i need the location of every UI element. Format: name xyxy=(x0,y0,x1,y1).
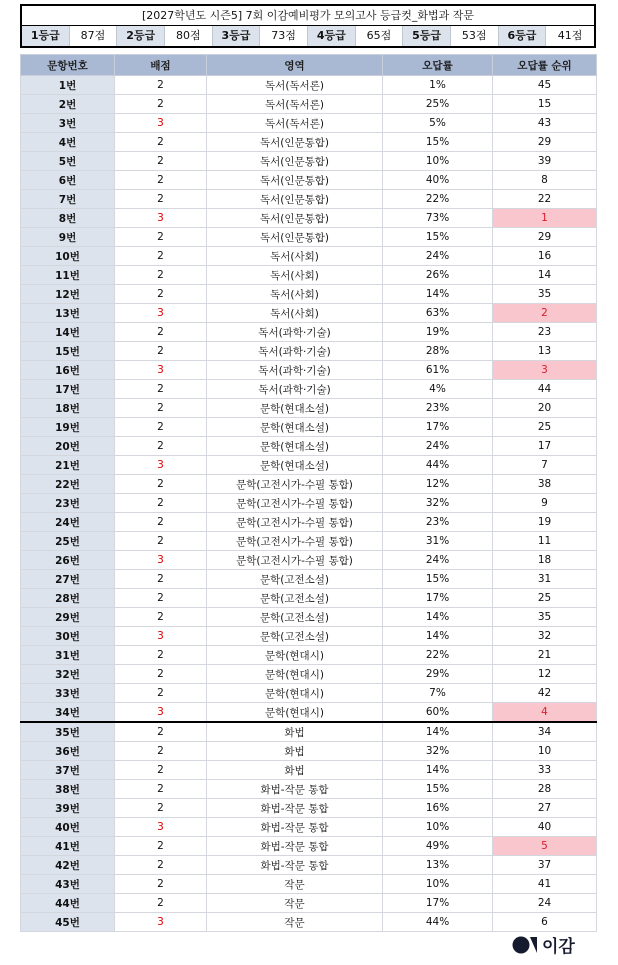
points-cell: 2 xyxy=(115,570,207,589)
table-row xyxy=(21,761,597,780)
question-number-cell: 18번 xyxy=(21,399,115,418)
question-number-cell: 7번 xyxy=(21,190,115,209)
error-rate-cell: 14% xyxy=(383,627,493,646)
error-rank-cell: 32 xyxy=(493,627,597,646)
error-rate-cell: 44% xyxy=(383,913,493,932)
table-row xyxy=(21,551,597,570)
area-cell: 화법-작문 통합 xyxy=(207,780,383,799)
table-row xyxy=(21,780,597,799)
error-rank-cell: 33 xyxy=(493,761,597,780)
area-cell: 독서(과학·기술) xyxy=(207,380,383,399)
question-number-cell: 34번 xyxy=(21,703,115,723)
error-rank-cell: 8 xyxy=(493,171,597,190)
question-number-cell: 43번 xyxy=(21,875,115,894)
points-cell: 2 xyxy=(115,228,207,247)
error-rate-cell: 22% xyxy=(383,646,493,665)
points-cell: 2 xyxy=(115,133,207,152)
error-rank-cell: 25 xyxy=(493,418,597,437)
points-cell: 2 xyxy=(115,799,207,818)
error-rank-cell: 24 xyxy=(493,894,597,913)
area-cell: 독서(독서론) xyxy=(207,114,383,133)
question-number-cell: 39번 xyxy=(21,799,115,818)
area-cell: 독서(사회) xyxy=(207,247,383,266)
table-row xyxy=(21,646,597,665)
error-rank-cell: 10 xyxy=(493,742,597,761)
question-number-cell: 25번 xyxy=(21,532,115,551)
table-row xyxy=(21,285,597,304)
table-row xyxy=(21,399,597,418)
points-cell: 2 xyxy=(115,722,207,742)
points-cell: 2 xyxy=(115,513,207,532)
points-cell: 3 xyxy=(115,209,207,228)
grade-score: 87점 xyxy=(70,26,118,46)
points-cell: 2 xyxy=(115,190,207,209)
area-cell: 독서(사회) xyxy=(207,285,383,304)
table-header-row xyxy=(21,55,597,76)
question-number-cell: 23번 xyxy=(21,494,115,513)
points-cell: 2 xyxy=(115,856,207,875)
points-cell: 2 xyxy=(115,837,207,856)
area-cell: 독서(인문통합) xyxy=(207,190,383,209)
grade-score: 73점 xyxy=(260,26,308,46)
question-number-cell: 3번 xyxy=(21,114,115,133)
error-rate-cell: 60% xyxy=(383,703,493,723)
points-cell: 2 xyxy=(115,646,207,665)
ogam-logo-icon xyxy=(512,935,538,955)
error-rank-cell: 41 xyxy=(493,875,597,894)
points-cell: 2 xyxy=(115,875,207,894)
grade-label: 4등급 xyxy=(308,26,356,46)
area-cell: 화법 xyxy=(207,742,383,761)
points-cell: 2 xyxy=(115,532,207,551)
error-rate-cell: 15% xyxy=(383,570,493,589)
error-rate-cell: 1% xyxy=(383,76,493,95)
grade-score: 53점 xyxy=(451,26,499,46)
points-cell: 2 xyxy=(115,608,207,627)
points-cell: 2 xyxy=(115,247,207,266)
table-body xyxy=(21,76,597,932)
table-row xyxy=(21,703,597,723)
area-cell: 문학(고전소설) xyxy=(207,589,383,608)
area-cell: 화법 xyxy=(207,761,383,780)
area-cell: 독서(인문통합) xyxy=(207,152,383,171)
question-number-cell: 44번 xyxy=(21,894,115,913)
column-header-points: 배점 xyxy=(115,55,207,76)
question-number-cell: 28번 xyxy=(21,589,115,608)
table-row xyxy=(21,818,597,837)
error-rank-cell: 39 xyxy=(493,152,597,171)
error-rate-cell: 73% xyxy=(383,209,493,228)
area-cell: 문학(고전시가-수필 통합) xyxy=(207,475,383,494)
error-rank-cell: 16 xyxy=(493,247,597,266)
table-row xyxy=(21,190,597,209)
question-number-cell: 31번 xyxy=(21,646,115,665)
question-number-cell: 5번 xyxy=(21,152,115,171)
area-cell: 문학(현대시) xyxy=(207,684,383,703)
question-number-cell: 8번 xyxy=(21,209,115,228)
question-number-cell: 1번 xyxy=(21,76,115,95)
points-cell: 3 xyxy=(115,627,207,646)
error-rate-cell: 26% xyxy=(383,266,493,285)
question-number-cell: 45번 xyxy=(21,913,115,932)
question-number-cell: 27번 xyxy=(21,570,115,589)
table-row xyxy=(21,494,597,513)
area-cell: 독서(인문통합) xyxy=(207,228,383,247)
points-cell: 2 xyxy=(115,399,207,418)
table-row xyxy=(21,799,597,818)
error-rate-cell: 10% xyxy=(383,152,493,171)
area-cell: 독서(독서론) xyxy=(207,76,383,95)
table-row xyxy=(21,437,597,456)
column-header-area: 영역 xyxy=(207,55,383,76)
points-cell: 2 xyxy=(115,742,207,761)
grade-score: 80점 xyxy=(165,26,213,46)
error-rate-cell: 15% xyxy=(383,780,493,799)
table-row xyxy=(21,665,597,684)
points-cell: 2 xyxy=(115,684,207,703)
question-number-cell: 32번 xyxy=(21,665,115,684)
error-rate-cell: 19% xyxy=(383,323,493,342)
table-row xyxy=(21,304,597,323)
error-rank-cell: 44 xyxy=(493,380,597,399)
error-rate-cell: 32% xyxy=(383,494,493,513)
question-number-cell: 24번 xyxy=(21,513,115,532)
question-number-cell: 33번 xyxy=(21,684,115,703)
error-rank-cell: 17 xyxy=(493,437,597,456)
error-rate-cell: 14% xyxy=(383,285,493,304)
error-rate-cell: 14% xyxy=(383,722,493,742)
error-rank-cell: 20 xyxy=(493,399,597,418)
table-row xyxy=(21,894,597,913)
area-cell: 작문 xyxy=(207,913,383,932)
area-cell: 독서(독서론) xyxy=(207,95,383,114)
table-row xyxy=(21,875,597,894)
points-cell: 2 xyxy=(115,380,207,399)
grade-score: 41점 xyxy=(557,29,583,42)
points-cell: 2 xyxy=(115,780,207,799)
area-cell: 문학(현대시) xyxy=(207,646,383,665)
error-rank-cell: 25 xyxy=(493,589,597,608)
error-rank-cell: 35 xyxy=(493,285,597,304)
table-row xyxy=(21,913,597,932)
points-cell: 2 xyxy=(115,285,207,304)
error-rate-cell: 24% xyxy=(383,247,493,266)
error-rank-cell: 1 xyxy=(493,209,597,228)
area-cell: 작문 xyxy=(207,875,383,894)
error-rate-cell: 5% xyxy=(383,114,493,133)
question-number-cell: 14번 xyxy=(21,323,115,342)
question-number-cell: 10번 xyxy=(21,247,115,266)
table-row xyxy=(21,475,597,494)
table-row xyxy=(21,418,597,437)
error-rank-cell: 13 xyxy=(493,342,597,361)
error-rank-cell: 4 xyxy=(493,703,597,723)
table-row xyxy=(21,722,597,742)
table-row xyxy=(21,837,597,856)
error-rank-cell: 6 xyxy=(493,913,597,932)
grade-cut-sheet xyxy=(20,4,596,932)
question-number-cell: 6번 xyxy=(21,171,115,190)
points-cell: 2 xyxy=(115,475,207,494)
error-rate-cell: 12% xyxy=(383,475,493,494)
error-rank-cell: 3 xyxy=(493,361,597,380)
points-cell: 3 xyxy=(115,818,207,837)
points-cell: 3 xyxy=(115,456,207,475)
error-rank-cell: 40 xyxy=(493,818,597,837)
error-rate-cell: 40% xyxy=(383,171,493,190)
area-cell: 화법-작문 통합 xyxy=(207,818,383,837)
error-rate-cell: 25% xyxy=(383,95,493,114)
error-rank-cell: 42 xyxy=(493,684,597,703)
table-row xyxy=(21,171,597,190)
error-rank-cell: 18 xyxy=(493,551,597,570)
area-cell: 문학(현대소설) xyxy=(207,399,383,418)
error-rate-cell: 23% xyxy=(383,399,493,418)
question-number-cell: 29번 xyxy=(21,608,115,627)
error-rate-cell: 17% xyxy=(383,589,493,608)
error-rank-cell: 23 xyxy=(493,323,597,342)
area-cell: 문학(고전시가-수필 통합) xyxy=(207,513,383,532)
error-rank-cell: 27 xyxy=(493,799,597,818)
error-rate-cell: 16% xyxy=(383,799,493,818)
grade-label: 2등급 xyxy=(117,26,165,46)
table-row xyxy=(21,247,597,266)
error-rank-cell: 19 xyxy=(493,513,597,532)
table-row xyxy=(21,627,597,646)
error-rate-cell: 49% xyxy=(383,837,493,856)
question-number-cell: 2번 xyxy=(21,95,115,114)
error-rate-cell: 44% xyxy=(383,456,493,475)
table-row xyxy=(21,209,597,228)
area-cell: 문학(고전시가-수필 통합) xyxy=(207,494,383,513)
question-number-cell: 9번 xyxy=(21,228,115,247)
error-rank-cell: 28 xyxy=(493,780,597,799)
error-rank-cell: 14 xyxy=(493,266,597,285)
table-row xyxy=(21,380,597,399)
area-cell: 화법-작문 통합 xyxy=(207,799,383,818)
points-cell: 2 xyxy=(115,494,207,513)
area-cell: 문학(현대시) xyxy=(207,665,383,684)
question-number-cell: 20번 xyxy=(21,437,115,456)
area-cell: 독서(사회) xyxy=(207,304,383,323)
question-number-cell: 12번 xyxy=(21,285,115,304)
error-rate-cell: 7% xyxy=(383,684,493,703)
area-cell: 화법-작문 통합 xyxy=(207,856,383,875)
error-rank-cell: 29 xyxy=(493,133,597,152)
grade-label: 1등급 xyxy=(22,26,70,46)
points-cell: 3 xyxy=(115,114,207,133)
area-cell: 문학(현대소설) xyxy=(207,418,383,437)
error-rate-cell: 17% xyxy=(383,894,493,913)
table-row xyxy=(21,266,597,285)
table-row xyxy=(21,856,597,875)
error-rate-cell: 17% xyxy=(383,418,493,437)
grade-label: 5등급 xyxy=(403,26,451,46)
area-cell: 문학(현대소설) xyxy=(207,456,383,475)
error-rank-cell: 34 xyxy=(493,722,597,742)
error-rate-cell: 31% xyxy=(383,532,493,551)
points-cell: 2 xyxy=(115,76,207,95)
area-cell: 독서(사회) xyxy=(207,266,383,285)
table-row xyxy=(21,152,597,171)
question-number-cell: 16번 xyxy=(21,361,115,380)
area-cell: 문학(현대시) xyxy=(207,703,383,723)
grade-cut-row xyxy=(22,26,594,46)
question-number-cell: 19번 xyxy=(21,418,115,437)
points-cell: 2 xyxy=(115,589,207,608)
points-cell: 2 xyxy=(115,437,207,456)
points-cell: 3 xyxy=(115,361,207,380)
page-title: [2027학년도 시즌5] 7회 이감예비평가 모의고사 등급컷_화법과 작문 xyxy=(22,6,594,26)
question-number-cell: 22번 xyxy=(21,475,115,494)
error-rate-cell: 15% xyxy=(383,133,493,152)
points-cell: 2 xyxy=(115,323,207,342)
area-cell: 독서(과학·기술) xyxy=(207,361,383,380)
brand-logo xyxy=(512,932,575,957)
question-number-cell: 37번 xyxy=(21,761,115,780)
table-row xyxy=(21,323,597,342)
question-number-cell: 21번 xyxy=(21,456,115,475)
points-cell: 2 xyxy=(115,665,207,684)
table-row xyxy=(21,532,597,551)
area-cell: 문학(고전소설) xyxy=(207,627,383,646)
error-rate-cell: 23% xyxy=(383,513,493,532)
error-rate-cell: 63% xyxy=(383,304,493,323)
error-rate-cell: 14% xyxy=(383,608,493,627)
logo-text: 이감 xyxy=(542,937,575,957)
table-row xyxy=(21,684,597,703)
area-cell: 문학(고전시가-수필 통합) xyxy=(207,551,383,570)
error-rate-cell: 29% xyxy=(383,665,493,684)
question-number-cell: 26번 xyxy=(21,551,115,570)
error-rate-cell: 10% xyxy=(383,875,493,894)
error-rank-cell: 45 xyxy=(493,76,597,95)
grade-label: 3등급 xyxy=(213,26,261,46)
error-rate-cell: 15% xyxy=(383,228,493,247)
error-rank-cell: 22 xyxy=(493,190,597,209)
column-header-error-rank: 오답률 순위 xyxy=(493,55,597,76)
area-cell: 독서(인문통합) xyxy=(207,171,383,190)
error-rank-cell: 2 xyxy=(493,304,597,323)
area-cell: 독서(과학·기술) xyxy=(207,323,383,342)
error-rank-cell: 11 xyxy=(493,532,597,551)
question-number-cell: 17번 xyxy=(21,380,115,399)
error-rank-cell: 12 xyxy=(493,665,597,684)
error-rank-cell: 5 xyxy=(493,837,597,856)
error-rank-cell: 9 xyxy=(493,494,597,513)
points-cell: 3 xyxy=(115,551,207,570)
area-cell: 독서(과학·기술) xyxy=(207,342,383,361)
question-number-cell: 36번 xyxy=(21,742,115,761)
area-cell: 독서(인문통합) xyxy=(207,133,383,152)
table-row xyxy=(21,456,597,475)
table-row xyxy=(21,513,597,532)
question-number-cell: 35번 xyxy=(21,722,115,742)
points-cell: 3 xyxy=(115,913,207,932)
points-cell: 2 xyxy=(115,171,207,190)
error-rate-cell: 4% xyxy=(383,380,493,399)
error-rate-cell: 22% xyxy=(383,190,493,209)
area-cell: 화법-작문 통합 xyxy=(207,837,383,856)
error-rank-cell: 31 xyxy=(493,570,597,589)
area-cell: 독서(인문통합) xyxy=(207,209,383,228)
table-row xyxy=(21,361,597,380)
column-header-number: 문항번호 xyxy=(21,55,115,76)
error-rate-cell: 24% xyxy=(383,437,493,456)
question-number-cell: 40번 xyxy=(21,818,115,837)
error-rate-cell: 24% xyxy=(383,551,493,570)
question-number-cell: 38번 xyxy=(21,780,115,799)
points-cell: 2 xyxy=(115,761,207,780)
area-cell: 문학(고전시가-수필 통합) xyxy=(207,532,383,551)
error-rank-cell: 38 xyxy=(493,475,597,494)
table-row xyxy=(21,76,597,95)
table-row xyxy=(21,342,597,361)
error-rate-cell: 10% xyxy=(383,818,493,837)
error-rate-cell: 28% xyxy=(383,342,493,361)
area-cell: 문학(고전소설) xyxy=(207,570,383,589)
table-row xyxy=(21,228,597,247)
area-cell: 작문 xyxy=(207,894,383,913)
question-number-cell: 42번 xyxy=(21,856,115,875)
error-rate-cell: 61% xyxy=(383,361,493,380)
grade-score: 65점 xyxy=(356,26,404,46)
points-cell: 2 xyxy=(115,418,207,437)
table-row xyxy=(21,570,597,589)
table-row xyxy=(21,133,597,152)
points-cell: 2 xyxy=(115,152,207,171)
table-row xyxy=(21,608,597,627)
error-rate-cell: 32% xyxy=(383,742,493,761)
points-cell: 3 xyxy=(115,304,207,323)
error-rank-cell: 37 xyxy=(493,856,597,875)
table-row xyxy=(21,114,597,133)
error-rank-cell: 15 xyxy=(493,95,597,114)
column-header-error-rate: 오답률 xyxy=(383,55,493,76)
points-cell: 2 xyxy=(115,894,207,913)
question-number-cell: 30번 xyxy=(21,627,115,646)
question-number-cell: 11번 xyxy=(21,266,115,285)
area-cell: 화법 xyxy=(207,722,383,742)
question-number-cell: 4번 xyxy=(21,133,115,152)
question-number-cell: 41번 xyxy=(21,837,115,856)
table-row xyxy=(21,589,597,608)
area-cell: 문학(현대소설) xyxy=(207,437,383,456)
question-number-cell: 13번 xyxy=(21,304,115,323)
error-rank-cell: 21 xyxy=(493,646,597,665)
error-rank-cell: 35 xyxy=(493,608,597,627)
error-rank-cell: 43 xyxy=(493,114,597,133)
question-number-cell: 15번 xyxy=(21,342,115,361)
error-rate-cell: 13% xyxy=(383,856,493,875)
points-cell: 3 xyxy=(115,703,207,723)
question-stats-table xyxy=(20,54,597,932)
area-cell: 문학(고전소설) xyxy=(207,608,383,627)
points-cell: 2 xyxy=(115,342,207,361)
points-cell: 2 xyxy=(115,266,207,285)
error-rank-cell: 7 xyxy=(493,456,597,475)
grade-label: 6등급 xyxy=(499,26,547,46)
error-rate-cell: 14% xyxy=(383,761,493,780)
points-cell: 2 xyxy=(115,95,207,114)
table-row xyxy=(21,95,597,114)
title-box xyxy=(20,4,596,48)
table-row xyxy=(21,742,597,761)
error-rank-cell: 29 xyxy=(493,228,597,247)
